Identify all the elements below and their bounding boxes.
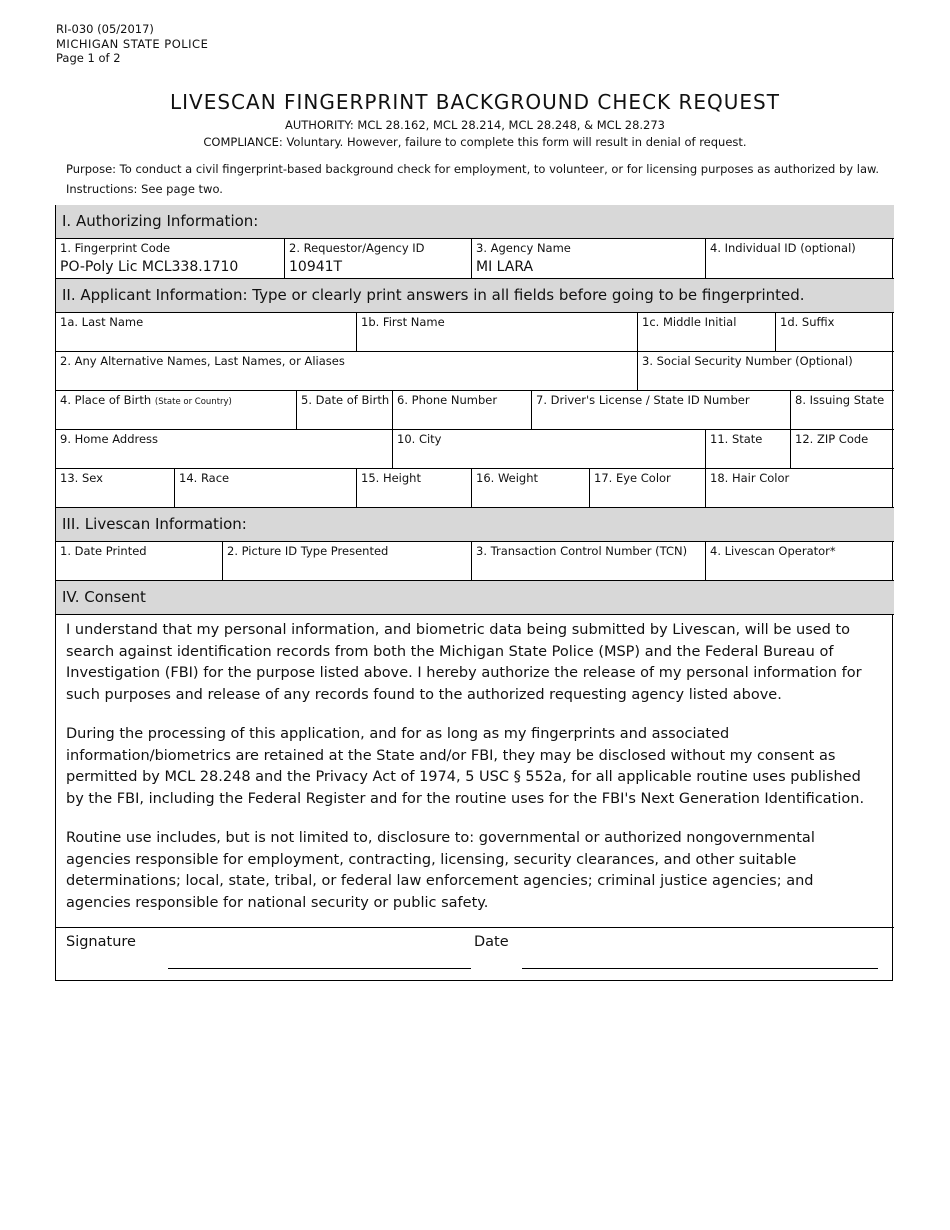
field-label: 1. Fingerprint Code (60, 241, 171, 255)
field-value: PO-Poly Lic MCL338.1710 (60, 259, 239, 275)
first-name-field[interactable] (357, 313, 638, 351)
section-1-heading: I. Authorizing Information: (56, 205, 894, 239)
applicant-row-1 (56, 313, 894, 352)
purpose-line: Purpose: To conduct a civil fingerprint-based background check for employment, to volunteer, or for licensing purposes as authorized by law. (66, 162, 880, 176)
hair-color-field[interactable] (706, 469, 894, 507)
compliance-line: COMPLIANCE: Voluntary. However, failure to complete this form will result in denial of request. (203, 135, 747, 149)
authority-line: AUTHORITY: MCL 28.162, MCL 28.214, MCL 28.248, & MCL 28.273 (284, 118, 665, 132)
tcn-field[interactable] (472, 542, 706, 580)
place-of-birth-field[interactable] (56, 391, 297, 429)
field-label: 6. Phone Number (397, 393, 498, 407)
race-field[interactable] (175, 469, 357, 507)
section-1-row (56, 239, 894, 279)
form-code: RI-030 (05/2017) (56, 22, 154, 36)
field-label: 12. ZIP Code (795, 432, 869, 446)
field-label: 9. Home Address (60, 432, 159, 446)
field-label: 10. City (397, 432, 442, 446)
field-label: 13. Sex (60, 471, 103, 485)
field-value: 10941T (289, 259, 343, 275)
middle-initial-field[interactable] (638, 313, 776, 351)
signature-label: Signature (66, 934, 136, 950)
field-label: 14. Race (179, 471, 230, 485)
field-label: 2. Picture ID Type Presented (227, 544, 389, 558)
field-label: 3. Agency Name (476, 241, 571, 255)
date-printed-field[interactable] (56, 542, 223, 580)
agency-name-field[interactable] (472, 239, 706, 278)
field-label: 16. Weight (476, 471, 539, 485)
issuing-state-field[interactable] (791, 391, 894, 429)
field-label: 1b. First Name (361, 315, 445, 329)
form-body (55, 205, 893, 981)
field-label: 1c. Middle Initial (642, 315, 737, 329)
field-label: 2. Any Alternative Names, Last Names, or Aliases (60, 354, 345, 368)
place-of-birth-label: 4. Place of Birth (60, 393, 152, 407)
height-field[interactable] (357, 469, 472, 507)
instructions-line: Instructions: See page two. (66, 182, 223, 196)
form-title: LIVESCAN FINGERPRINT BACKGROUND CHECK REQUEST (170, 90, 780, 114)
field-label: 18. Hair Color (710, 471, 790, 485)
section-4-heading: IV. Consent (56, 581, 894, 615)
picture-id-type-field[interactable] (223, 542, 472, 580)
last-name-field[interactable] (56, 313, 357, 351)
signature-divider (56, 927, 894, 928)
applicant-row-5 (56, 469, 894, 508)
field-label: 1a. Last Name (60, 315, 144, 329)
aliases-field[interactable] (56, 352, 638, 390)
agency-name: MICHIGAN STATE POLICE (56, 37, 209, 51)
suffix-field[interactable] (776, 313, 894, 351)
livescan-operator-field[interactable] (706, 542, 894, 580)
page-number: Page 1 of 2 (56, 51, 121, 65)
zip-code-field[interactable] (791, 430, 894, 468)
field-label: 4. Individual ID (optional) (710, 241, 856, 255)
sex-field[interactable] (56, 469, 175, 507)
fingerprint-code-field[interactable] (56, 239, 285, 278)
field-label: 15. Height (361, 471, 421, 485)
consent-paragraph-2: During the processing of this application, and for as long as my fingerprints and associated information/biometrics are retained at the State and/or FBI, they may be disclosed without my consent as permitted by MCL 28.248 and the Privacy Act of 1974, 5 USC § 552a, for all applicable routine uses published by the FBI, including the Federal Register and for the routine uses for the FBI's Next Generation Identification. (66, 726, 865, 807)
field-value: MI LARA (476, 259, 534, 275)
livescan-row (56, 542, 894, 581)
section-2-heading: II. Applicant Information: Type or clearly print answers in all fields before going to be fingerprinted. (56, 279, 894, 313)
consent-paragraph-3: Routine use includes, but is not limited to, disclosure to: governmental or authorized nongovernmental agencies responsible for employment, contracting, licensing, security clearances, and other suitable determinations; local, state, tribal, or federal law enforcement agencies; criminal justice agencies; and agencies responsible for national security or public safety. (66, 830, 815, 911)
field-label: 1. Date Printed (60, 544, 147, 558)
agency-id-field[interactable] (285, 239, 472, 278)
date-line[interactable] (522, 968, 878, 969)
city-field[interactable] (393, 430, 706, 468)
field-label: 5. Date of Birth (301, 393, 390, 407)
field-label: 4. Livescan Operator* (710, 544, 836, 558)
date-of-birth-field[interactable] (297, 391, 393, 429)
field-label: 1d. Suffix (780, 315, 835, 329)
section-3-heading: III. Livescan Information: (56, 508, 894, 542)
home-address-field[interactable] (56, 430, 393, 468)
signature-line[interactable] (168, 968, 471, 969)
individual-id-field[interactable] (706, 239, 894, 278)
state-field[interactable] (706, 430, 791, 468)
field-label: 7. Driver's License / State ID Number (536, 393, 750, 407)
applicant-row-3 (56, 391, 894, 430)
field-label: 3. Transaction Control Number (TCN) (476, 544, 688, 558)
field-label: 17. Eye Color (594, 471, 671, 485)
applicant-row-2 (56, 352, 894, 391)
phone-number-field[interactable] (393, 391, 532, 429)
consent-paragraph-1: I understand that my personal information, and biometric data being submitted by Livescan, will be used to search against identification records from both the Michigan State Police (MSP) and the Federal Bureau of Investigation (FBI) for the purpose listed above. I hereby authorize the release of my personal information for such purposes and release of any records found to the authorized requesting agency listed above. (66, 622, 862, 703)
field-label: 8. Issuing State (795, 393, 885, 407)
eye-color-field[interactable] (590, 469, 706, 507)
field-label: 11. State (710, 432, 763, 446)
weight-field[interactable] (472, 469, 590, 507)
field-label: 2. Requestor/Agency ID (289, 241, 425, 255)
date-label: Date (474, 934, 509, 950)
field-label (60, 393, 232, 407)
field-label: 3. Social Security Number (Optional) (642, 354, 853, 368)
drivers-license-field[interactable] (532, 391, 791, 429)
applicant-row-4 (56, 430, 894, 469)
place-of-birth-note: (State or Country) (154, 397, 232, 407)
ssn-field[interactable] (638, 352, 894, 390)
